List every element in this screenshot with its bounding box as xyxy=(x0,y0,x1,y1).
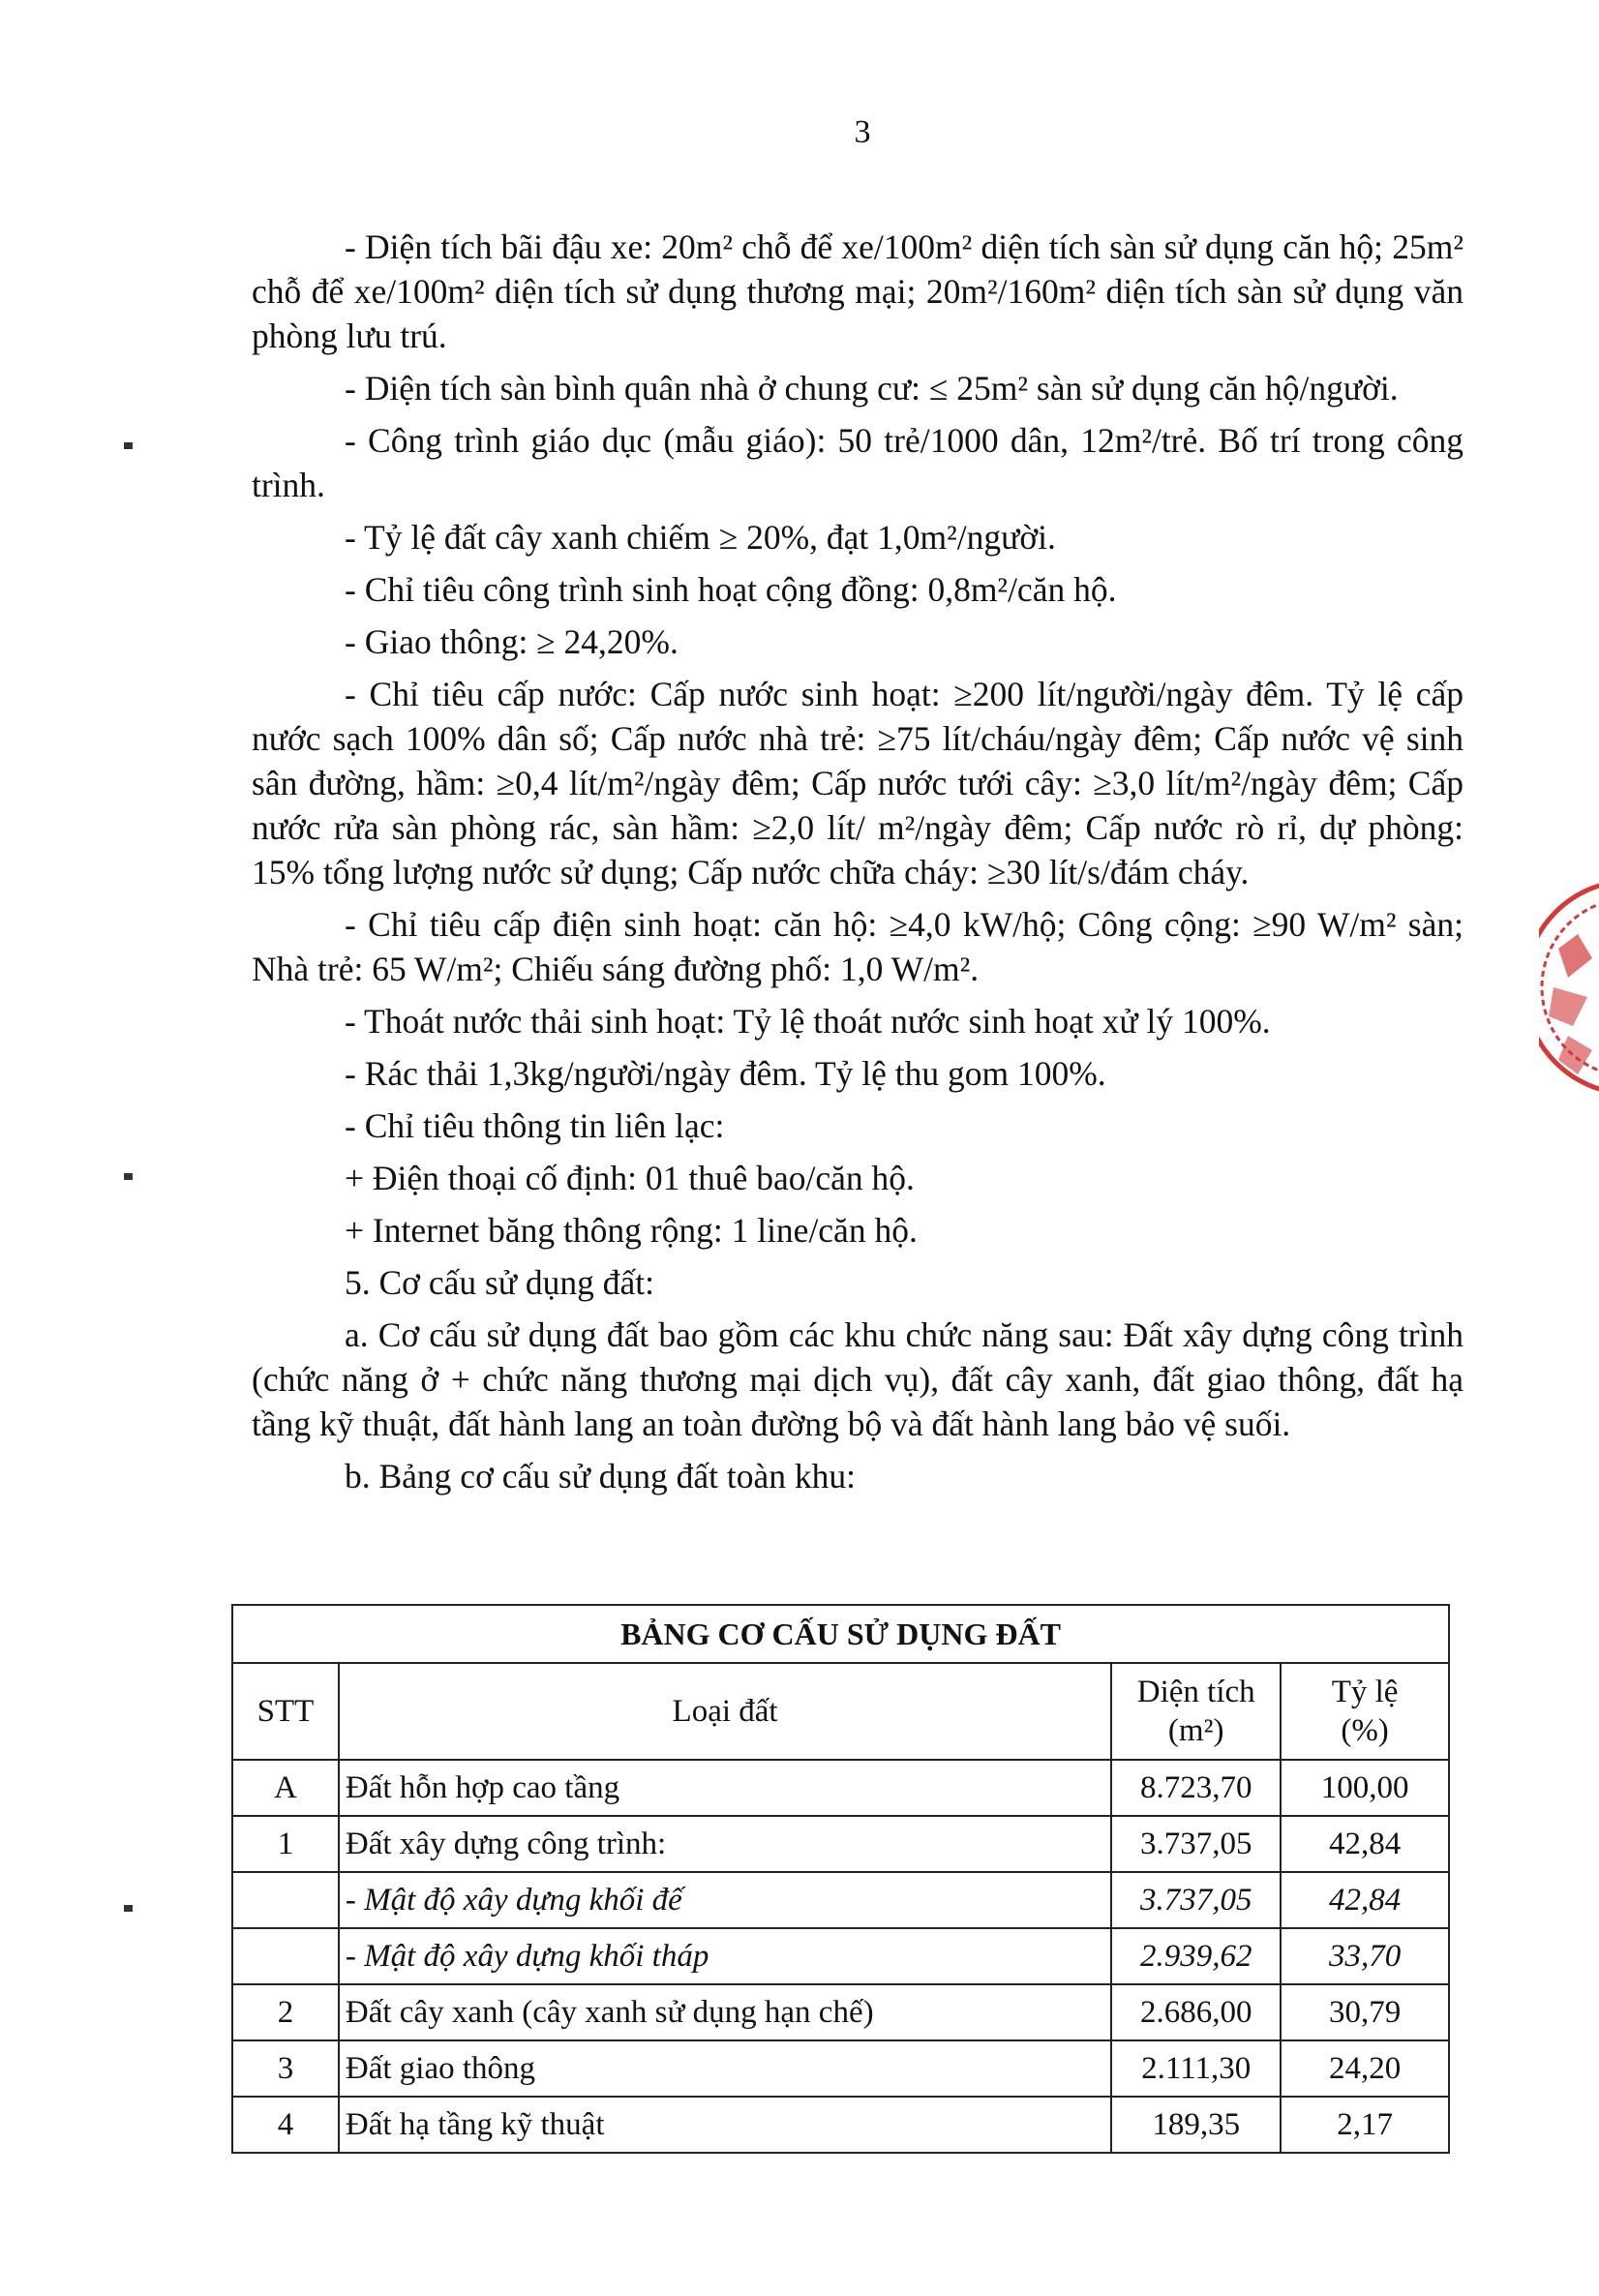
scan-mark xyxy=(124,1905,133,1912)
paragraph: - Diện tích bãi đậu xe: 20m² chỗ để xe/100m² diện tích sàn sử dụng căn hộ; 25m² chỗ để xe/100m² diện tích sử dụng thương mại; 20m²/160m² diện tích sàn sử dụng văn phòng lưu trú. xyxy=(252,227,1463,355)
table-row xyxy=(232,1984,1449,2040)
cell-name: Đất hạ tầng kỹ thuật xyxy=(339,2097,1111,2153)
section-heading: 5. Cơ cấu sử dụng đất: xyxy=(345,1263,655,1302)
table-row xyxy=(232,1816,1449,1872)
scan-mark xyxy=(124,1173,133,1180)
header-dien-tich-unit: (m²) xyxy=(1167,1713,1224,1748)
paragraph: + Điện thoại cố định: 01 thuê bao/căn hộ. xyxy=(345,1159,915,1197)
cell-name: - Mật độ xây dựng khối tháp xyxy=(339,1928,1111,1984)
cell-stt: 3 xyxy=(232,2040,339,2097)
paragraph: b. Bảng cơ cấu sử dụng đất toàn khu: xyxy=(345,1457,857,1495)
cell-name: Đất cây xanh (cây xanh sử dụng hạn chế) xyxy=(339,1984,1111,2040)
header-dien-tich-label: Diện tích xyxy=(1136,1675,1255,1709)
paragraph: - Chỉ tiêu thông tin liên lạc: xyxy=(345,1106,725,1145)
cell-pct: 42,84 xyxy=(1281,1816,1449,1872)
header-ty-le-unit: (%) xyxy=(1341,1713,1389,1748)
table-row xyxy=(232,1872,1449,1928)
land-use-table xyxy=(231,1604,1450,2154)
paragraph: - Công trình giáo dục (mẫu giáo): 50 trẻ/1000 dân, 12m²/trẻ. Bố trí trong công trình. xyxy=(252,421,1463,504)
header-dien-tich xyxy=(1111,1663,1281,1760)
cell-pct: 100,00 xyxy=(1281,1760,1449,1816)
paragraph: - Chỉ tiêu cấp nước: Cấp nước sinh hoạt: ≥200 lít/người/ngày đêm. Tỷ lệ cấp nước sạch 100% dân số; Cấp nước nhà trẻ: ≥75 lít/cháu/ngày đêm; Cấp nước vệ sinh sân đường, hầm: ≥0,4 lít/m²/ngày đêm; Cấp nước tưới cây: ≥3,0 lít/m²/ngày đêm; Cấp nước rửa sàn phòng rác, sàn hầm: ≥2,0 lít/ m²/ngày đêm; Cấp nước rò rỉ, dự phòng: 15% tổng lượng nước sử dụng; Cấp nước chữa cháy: ≥30 lít/s/đám cháy. xyxy=(252,675,1463,891)
paragraph: - Tỷ lệ đất cây xanh chiếm ≥ 20%, đạt 1,0m²/người. xyxy=(345,518,1056,557)
table-row xyxy=(232,1760,1449,1816)
document-body xyxy=(252,225,1463,1506)
page-number: 3 xyxy=(854,114,871,150)
paragraph: - Chỉ tiêu cấp điện sinh hoạt: căn hộ: ≥4,0 kW/hộ; Công cộng: ≥90 W/m² sàn; Nhà trẻ: 65 W/m²; Chiếu sáng đường phố: 1,0 W/m². xyxy=(252,905,1463,988)
paragraph: - Thoát nước thải sinh hoạt: Tỷ lệ thoát nước sinh hoạt xử lý 100%. xyxy=(345,1002,1271,1041)
cell-name: Đất giao thông xyxy=(339,2040,1111,2097)
header-ty-le xyxy=(1281,1663,1449,1760)
cell-area: 2.686,00 xyxy=(1111,1984,1281,2040)
table-row xyxy=(232,2097,1449,2153)
table-title: BẢNG CƠ CẤU SỬ DỤNG ĐẤT xyxy=(232,1605,1449,1663)
table-row xyxy=(232,2040,1449,2097)
paragraph: - Giao thông: ≥ 24,20%. xyxy=(345,622,679,661)
header-stt: STT xyxy=(232,1663,339,1760)
cell-stt: 2 xyxy=(232,1984,339,2040)
cell-pct: 24,20 xyxy=(1281,2040,1449,2097)
red-stamp-fragment xyxy=(1539,842,1599,1133)
cell-stt: A xyxy=(232,1760,339,1816)
cell-name: - Mật độ xây dựng khối đế xyxy=(339,1872,1111,1928)
cell-pct: 2,17 xyxy=(1281,2097,1449,2153)
paragraph: - Chỉ tiêu công trình sinh hoạt cộng đồng: 0,8m²/căn hộ. xyxy=(345,570,1117,609)
cell-area: 8.723,70 xyxy=(1111,1760,1281,1816)
scan-mark xyxy=(124,442,133,449)
cell-name: Đất hỗn hợp cao tầng xyxy=(339,1760,1111,1816)
paragraph: - Rác thải 1,3kg/người/ngày đêm. Tỷ lệ thu gom 100%. xyxy=(345,1054,1106,1093)
cell-area: 189,35 xyxy=(1111,2097,1281,2153)
cell-area: 3.737,05 xyxy=(1111,1872,1281,1928)
cell-pct: 30,79 xyxy=(1281,1984,1449,2040)
cell-area: 2.111,30 xyxy=(1111,2040,1281,2097)
cell-area: 2.939,62 xyxy=(1111,1928,1281,1984)
cell-name: Đất xây dựng công trình: xyxy=(339,1816,1111,1872)
cell-stt xyxy=(232,1928,339,1984)
cell-area: 3.737,05 xyxy=(1111,1816,1281,1872)
cell-stt xyxy=(232,1872,339,1928)
cell-stt: 1 xyxy=(232,1816,339,1872)
header-loai-dat: Loại đất xyxy=(339,1663,1111,1760)
paragraph: a. Cơ cấu sử dụng đất bao gồm các khu chức năng sau: Đất xây dựng công trình (chức năng ở + chức năng thương mại dịch vụ), đất cây xanh, đất giao thông, đất hạ tầng kỹ thuật, đất hành lang an toàn đường bộ và đất hành lang bảo vệ suối. xyxy=(252,1315,1463,1443)
header-ty-le-label: Tỷ lệ xyxy=(1331,1675,1399,1709)
table-row xyxy=(232,1928,1449,1984)
paragraph: + Internet băng thông rộng: 1 line/căn hộ. xyxy=(345,1211,918,1250)
cell-pct: 42,84 xyxy=(1281,1872,1449,1928)
cell-pct: 33,70 xyxy=(1281,1928,1449,1984)
paragraph: - Diện tích sàn bình quân nhà ở chung cư: ≤ 25m² sàn sử dụng căn hộ/người. xyxy=(345,369,1399,408)
cell-stt: 4 xyxy=(232,2097,339,2153)
